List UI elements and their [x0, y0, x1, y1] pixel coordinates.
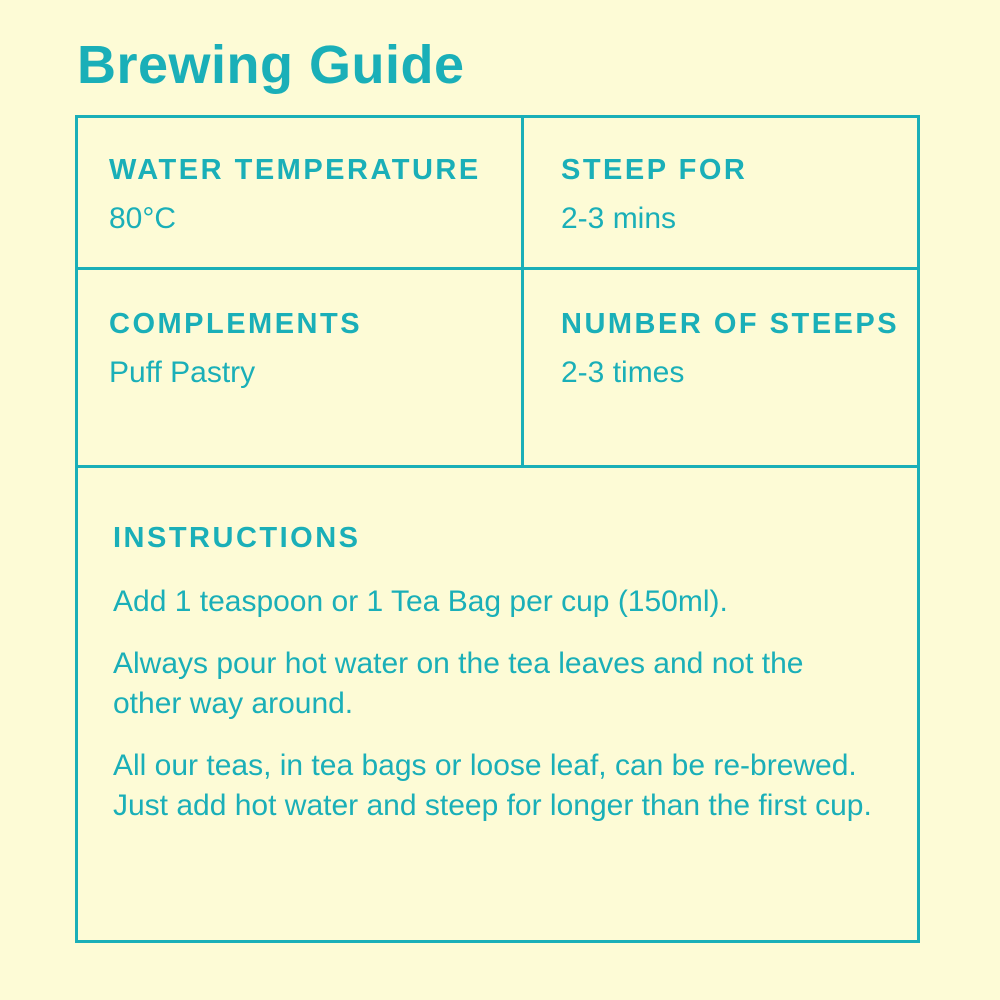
steep-for-label: STEEP FOR — [561, 154, 748, 186]
steep-for-value: 2-3 mins — [561, 202, 677, 235]
instructions-label: INSTRUCTIONS — [113, 522, 361, 554]
column-divider — [521, 118, 524, 467]
instruction-paragraph: All our teas, in tea bags or loose leaf, can be re-brewed. Just add hot water and steep for longer than the first cup. — [113, 749, 872, 822]
instructions-cell — [113, 520, 873, 848]
steep-for-cell — [561, 152, 747, 238]
number-of-steeps-value: 2-3 times — [561, 356, 685, 389]
row-divider-bottom — [78, 465, 917, 468]
complements-value: Puff Pastry — [109, 356, 256, 389]
complements-cell — [109, 306, 362, 392]
water-temperature-value: 80°C — [109, 202, 177, 235]
page-title: Brewing Guide — [77, 35, 465, 95]
row-divider-top — [78, 267, 917, 270]
instruction-paragraph: Always pour hot water on the tea leaves and not the other way around. — [113, 647, 804, 720]
complements-label: COMPLEMENTS — [109, 308, 363, 340]
instruction-paragraph: Add 1 teaspoon or 1 Tea Bag per cup (150ml). — [113, 585, 728, 618]
number-of-steeps-cell — [561, 306, 899, 392]
water-temperature-cell — [109, 152, 481, 238]
number-of-steeps-label: NUMBER OF STEEPS — [561, 308, 900, 340]
brewing-guide-table — [75, 115, 920, 943]
water-temperature-label: WATER TEMPERATURE — [109, 154, 481, 186]
